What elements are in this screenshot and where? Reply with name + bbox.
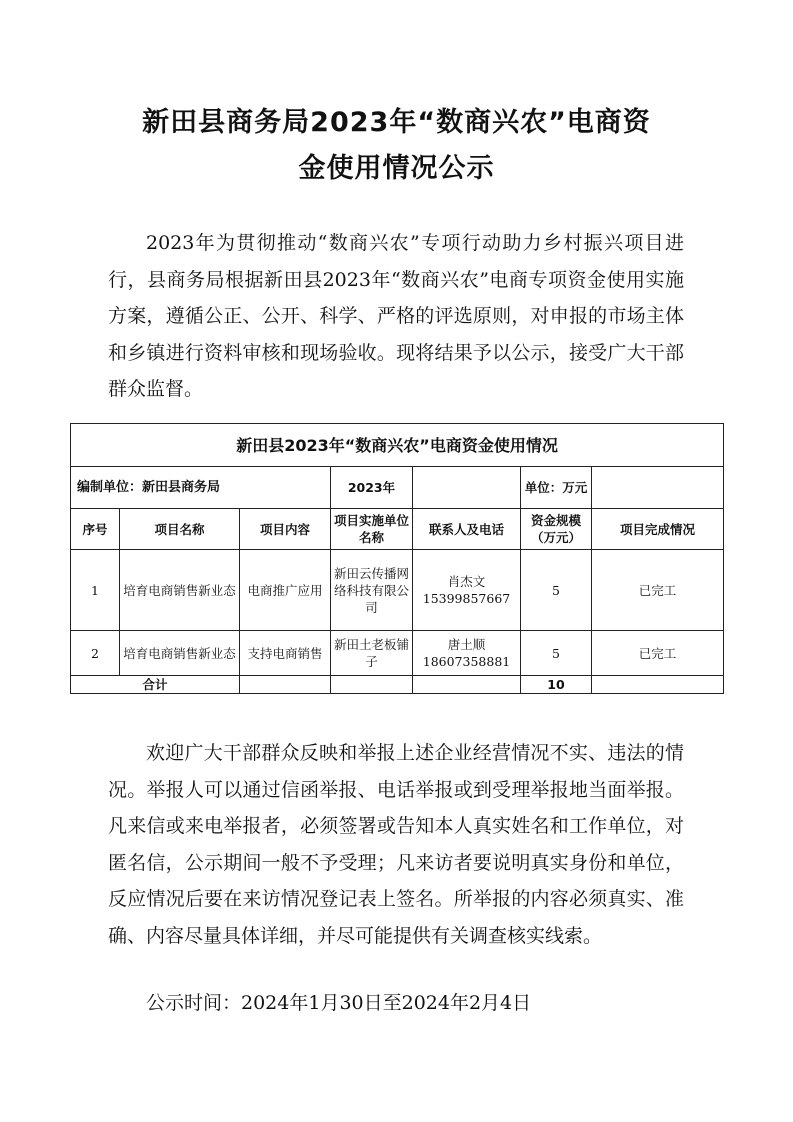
notice-period: 公示时间：2024年1月30日至2024年2月4日 [146, 992, 532, 1014]
row-number: 1 [71, 550, 120, 631]
document-title-line2: 金使用情况公示 [298, 153, 495, 184]
closing-paragraph: 欢迎广大干部群众反映和举报上述企业经营情况不实、违法的情况。举报人可以通过信函举报、电话举报或到受理举报地当面举报。凡来信或来电举报者，必须签署或告知本人真实姓名和工作单位，对匿名信，公示期间一般不予受理；凡来访者要说明真实身份和单位，反应情况后要在来访情况登记表上签名。所举报的内容必须真实、准确、内容尽量具体详细，并尽可能提供有关调查核实线索。 [108, 742, 684, 947]
implementing-unit: 新田云传播网络科技有限公司 [331, 550, 413, 631]
project-content: 支持电商销售 [240, 631, 331, 676]
funding-table [70, 423, 724, 694]
project-content: 电商推广应用 [240, 550, 331, 631]
empty-cell [331, 676, 413, 694]
header-cell: 序号 [71, 509, 120, 550]
contact-name: 唐土顺 [447, 637, 486, 652]
contact-name: 肖杰文 [447, 574, 486, 589]
header-cell: 联系人及电话 [413, 509, 521, 550]
header-cell: 资金规模（万元） [521, 509, 592, 550]
fund-amount: 5 [521, 550, 592, 631]
table-row [71, 631, 724, 676]
intro-paragraph: 2023年为贯彻推动“数商兴农”专项行动助力乡村振兴项目进行，县商务局根据新田县2023年“数商兴农”电商专项资金使用实施方案，遵循公正、公开、科学、严格的评选原则，对申报的市场主体和乡镇进行资料审核和现场验收。现将结果予以公示，接受广大干部群众监督。 [108, 232, 684, 400]
fund-amount: 5 [521, 631, 592, 676]
completion-status: 已完工 [592, 631, 724, 676]
org-label: 编制单位：新田县商务局 [71, 467, 331, 509]
header-cell: 项目实施单位名称 [331, 509, 413, 550]
header-cell: 项目内容 [240, 509, 331, 550]
implementing-unit: 新田土老板铺子 [331, 631, 413, 676]
contact-phone: 18607358881 [422, 654, 511, 669]
contact-cell [413, 631, 521, 676]
empty-cell [592, 676, 724, 694]
empty-cell [413, 467, 521, 509]
header-cell: 项目名称 [120, 509, 240, 550]
empty-cell [240, 676, 331, 694]
table-year: 2023年 [331, 467, 413, 509]
project-name: 培育电商销售新业态 [120, 550, 240, 631]
unit-label: 单位：万元 [521, 467, 592, 509]
contact-phone: 15399857667 [422, 591, 511, 606]
table-row [71, 550, 724, 631]
row-number: 2 [71, 631, 120, 676]
contact-cell [413, 550, 521, 631]
total-amount: 10 [521, 676, 592, 694]
total-label: 合计 [71, 676, 240, 694]
document-title-line1: 新田县商务局2023年“数商兴农”电商资 [142, 107, 651, 138]
completion-status: 已完工 [592, 550, 724, 631]
project-name: 培育电商销售新业态 [120, 631, 240, 676]
table-caption: 新田县2023年“数商兴农”电商资金使用情况 [71, 424, 724, 467]
empty-cell [413, 676, 521, 694]
empty-cell [592, 467, 724, 509]
header-cell: 项目完成情况 [592, 509, 724, 550]
